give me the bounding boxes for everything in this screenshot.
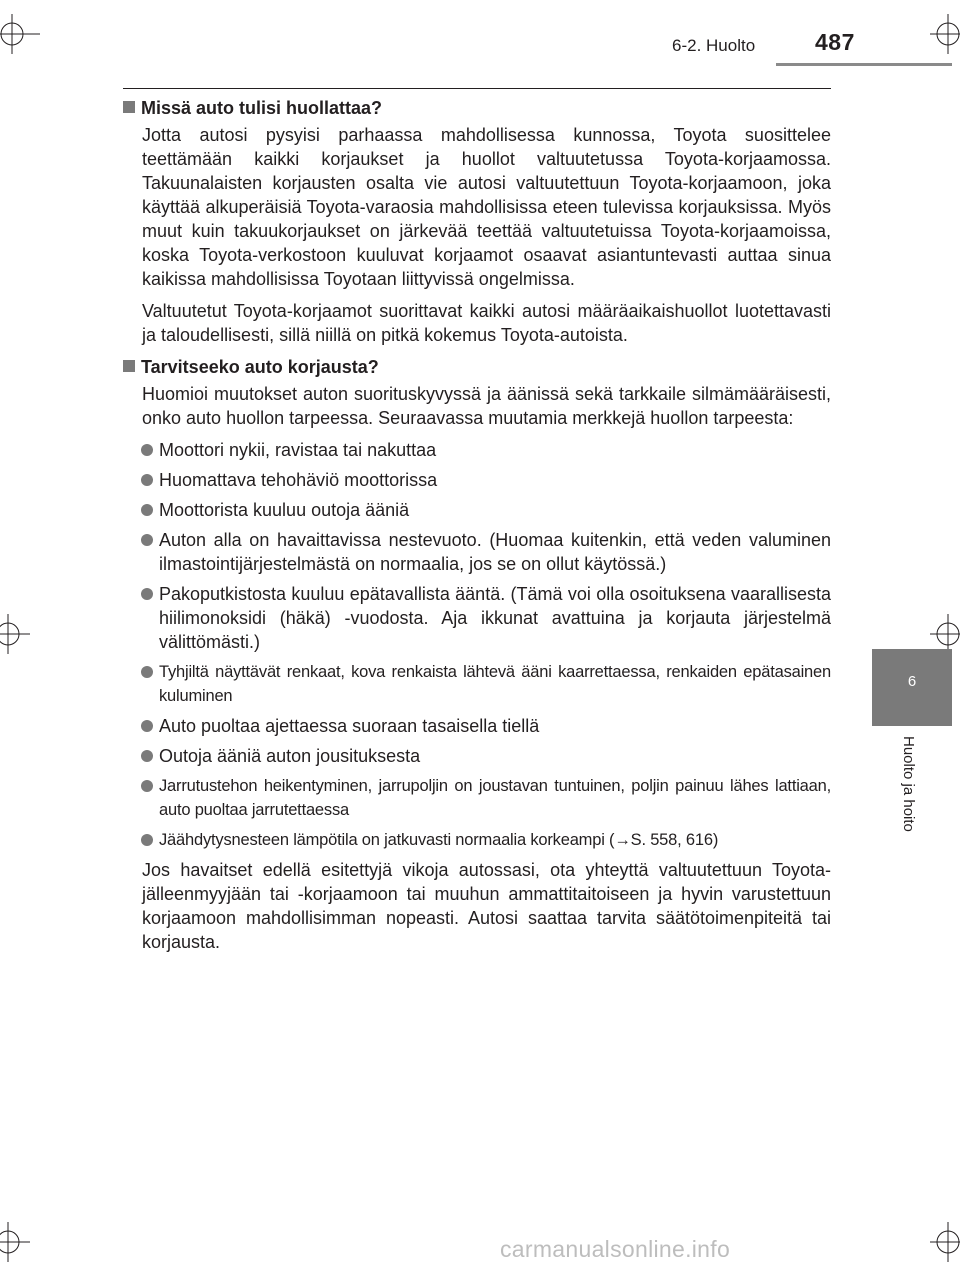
chapter-number: 6 bbox=[907, 673, 917, 690]
list-item-text: Moottorista kuuluu outoja ääniä bbox=[159, 500, 410, 520]
circle-bullet-icon bbox=[141, 750, 153, 762]
list-item bbox=[141, 660, 831, 708]
list-item-text: Moottori nykii, ravistaa tai nakuttaa bbox=[159, 440, 437, 460]
list-item-text: Jäähdytysnesteen lämpötila on jatkuvasti normaalia korkeampi (→S. 558, 616) bbox=[159, 831, 719, 849]
list-item bbox=[141, 714, 831, 738]
list-item-text: Outoja ääniä auton jousituksesta bbox=[159, 746, 421, 766]
list-item-text: Auton alla on havaittavissa nestevuoto. (Huomaa kuitenkin, että veden valuminen ilmastointijärjestelmästä on normaalia, jos se on ollut käytössä.) bbox=[159, 530, 831, 574]
chapter-tab-label bbox=[895, 736, 925, 866]
list-item bbox=[141, 438, 831, 462]
square-bullet-icon bbox=[123, 101, 135, 113]
square-bullet-icon bbox=[123, 360, 135, 372]
list-item-text: Huomattava tehohäviö moottorissa bbox=[159, 470, 438, 490]
section-heading bbox=[123, 355, 831, 379]
content-top-rule bbox=[123, 88, 831, 89]
circle-bullet-icon bbox=[141, 720, 153, 732]
chapter-tab bbox=[872, 649, 952, 726]
paragraph: Valtuutetut Toyota-korjaamot suorittavat kaikki autosi määräaikaishuollot luotettavasti ja taloudellisesti, sillä niillä on pitkä kokemus Toyota-autoista. bbox=[142, 301, 831, 345]
page-header bbox=[0, 0, 960, 70]
list-item bbox=[141, 582, 831, 654]
heading-text: Missä auto tulisi huollattaa? bbox=[141, 98, 383, 118]
crop-mark-bottom-left bbox=[0, 1222, 40, 1262]
chapter-title: Huolto ja hoito bbox=[900, 736, 917, 832]
paragraph: Jos havaitset edellä esitettyjä vikoja autossasi, ota yhteyttä valtuutettuun Toyota-jälleenmyyjään tai -korjaamoon tai muuhun ammattitaitoiseen ja hyvin varustettuun korjaamoon mahdollisimman nopeasti. Autosi saattaa tarvita säätötoimenpiteitä tai korjausta. bbox=[142, 860, 831, 952]
list-item bbox=[141, 774, 831, 822]
circle-bullet-icon bbox=[141, 504, 153, 516]
list-item bbox=[141, 528, 831, 576]
page-body bbox=[123, 96, 831, 962]
crop-mark-mid-right bbox=[930, 614, 960, 654]
list-item-text: Tyhjiltä näyttävät renkaat, kova renkaista lähtevä ääni kaarrettaessa, renkaiden epätasainen kuluminen bbox=[159, 663, 831, 705]
paragraph: Jotta autosi pysyisi parhaassa mahdollisessa kunnossa, Toyota suosittelee teettämään kaikki korjaukset ja huollot valtuutetussa Toyota-korjaamossa. Takuunalaisten korjausten osalta vie autosi valtuutettuun Toyota-korjaamoon, joka käyttää alkuperäisiä Toyota-varaosia mahdollisissa eteen tulevissa korjauksissa. Myös muut kuin takuukorjaukset on järkevää teettää valtuutetuissa Toyota-korjaamoissa, koska Toyota-verkostoon kuuluvat korjaamot osaavat asiantuntevasti auttaa sinua kaikissa mahdollisissa Toyotaan liittyvissä ongelmissa. bbox=[142, 125, 831, 289]
list-item-text: Jarrutustehon heikentyminen, jarrupoljin on joustavan tuntuinen, poljin painuu lähes lattiaan, auto puoltaa jarrutettaessa bbox=[159, 777, 831, 819]
circle-bullet-icon bbox=[141, 666, 153, 678]
list-item bbox=[141, 498, 831, 522]
circle-bullet-icon bbox=[141, 444, 153, 456]
circle-bullet-icon bbox=[141, 534, 153, 546]
list-item-text: Pakoputkistosta kuuluu epätavallista ääntä. (Tämä voi olla osoituksena vaarallisesta hiilimonoksidi (häkä) -vuodosta. Aja ikkunat avattuina ja korjauta järjestelmä välittömästi.) bbox=[159, 584, 831, 652]
list-item bbox=[141, 468, 831, 492]
list-item bbox=[141, 744, 831, 768]
header-rule bbox=[776, 63, 952, 66]
list-item-text: Auto puoltaa ajettaessa suoraan tasaisella tiellä bbox=[159, 716, 540, 736]
circle-bullet-icon bbox=[141, 474, 153, 486]
list-item bbox=[141, 828, 831, 852]
circle-bullet-icon bbox=[141, 834, 153, 846]
circle-bullet-icon bbox=[141, 588, 153, 600]
heading-text: Tarvitseeko auto korjausta? bbox=[141, 357, 379, 377]
crop-mark-mid-left bbox=[0, 614, 40, 654]
circle-bullet-icon bbox=[141, 780, 153, 792]
watermark: carmanualsonline.info bbox=[500, 1236, 731, 1262]
page-number: 487 bbox=[815, 29, 855, 55]
section-title: 6-2. Huolto bbox=[672, 36, 756, 55]
section-heading bbox=[123, 96, 831, 120]
crop-mark-bottom-right bbox=[930, 1222, 960, 1262]
paragraph: Huomioi muutokset auton suorituskyvyssä ja äänissä sekä tarkkaile silmämääräisesti, onko auto huollon tarpeessa. Seuraavassa muutamia merkkejä huollon tarpeesta: bbox=[142, 384, 831, 428]
